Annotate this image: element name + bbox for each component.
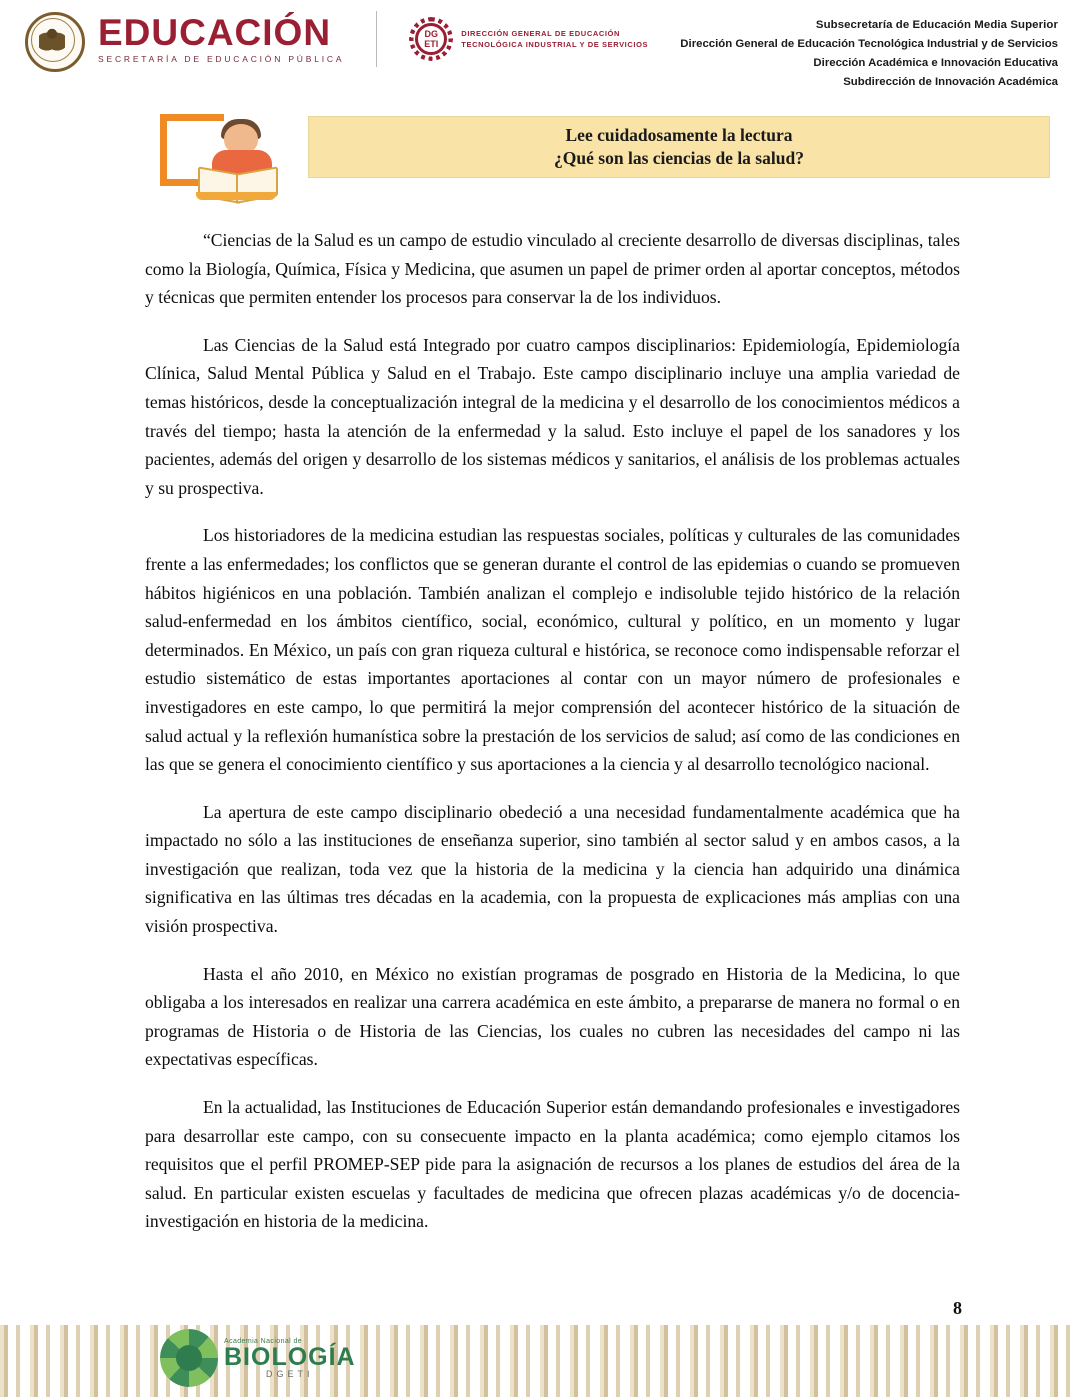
instruction-line-1: Lee cuidadosamente la lectura (565, 125, 793, 145)
document-body (0, 212, 1080, 1236)
biologia-dgeti-logo (160, 1323, 360, 1393)
logo-divider (376, 11, 377, 67)
biologia-wordmark (224, 1338, 356, 1379)
dgeti-logo (409, 17, 648, 61)
dgeti-line-1: DIRECCIÓN GENERAL DE EDUCACIÓN (461, 29, 621, 38)
header-line-3: Dirección Académica e Innovación Educativa (813, 57, 1058, 69)
dgeti-acronym: DG ETI (415, 23, 447, 55)
logo-title: BIOLOGÍA (224, 1342, 356, 1371)
paragraph: Los historiadores de la medicina estudian las respuestas sociales, políticas y culturales de las comunidades frente a las enfermedades; los conflictos que se generan durante el control de las epidemias o cuando se promueven hábitos higiénicos en una población. También analizan el complejo e indisoluble tejido histórico de la relación salud-enfermedad en los ámbitos científico, social, económico, cultural y político, en un momento y lugar determinados. En México, un país con gran riqueza cultural e histórica, se reconoce como indispensable reforzar el estudio sistemático de estas importantes aportaciones al contar con un mayor número de profesionales e investigadores en este campo, lo que permitirá la mejor comprensión del acontecer histórico de la situación de salud actual y la reflexión humanística sobre la prestación de los servicios de salud; así como de las condiciones en las que se genera el conocimiento científico y sus aportaciones a la ciencia y al desarrollo tecnológico nacional. (145, 525, 960, 775)
instruction-line-2: ¿Qué son las ciencias de la salud? (554, 148, 804, 168)
institutional-logos (22, 10, 648, 68)
mexican-coat-of-arms-seal-icon (22, 10, 88, 68)
paragraph: Las Ciencias de la Salud está Integrado por cuatro campos disciplinarios: Epidemiología, Epidemiología Clínica, Salud Mental Pública y Salud en el Trabajo. Este campo disciplinario incluye una amplia variedad de temas históricos, desde la conceptualización integral de la medicina y el desarrollo de los conocimientos médicos a través del tiempo; hasta la atención de la enfermedad y la salud. Esto incluye el papel de los sanadores y los pacientes, además del origen y desarrollo de los sistemas médicos y sanitarios, el análisis de los problemas actuales y su prospectiva. (145, 334, 960, 498)
dgeti-wordmark (461, 28, 648, 50)
student-reading-book-icon (150, 108, 300, 208)
gear-icon (409, 17, 453, 61)
paragraph: “Ciencias de la Salud es un campo de estudio vinculado al creciente desarrollo de diversas disciplinas, tales como la Biología, Química, Física y Medicina, que asumen un papel de primer orden al aportar conceptos, métodos y técnicas que permiten entender los procesos para conservar la de los individuos. (145, 230, 960, 308)
paragraph: La apertura de este campo disciplinario obedeció a una necesidad fundamentalmente académica que ha impactado no sólo a las instituciones de enseñanza superior, sino también al sector salud y en ambos casos, a la investigación que realizan, toda vez que la historia de la medicina y la ciencia han adquirido una dinámica significativa en las últimas tres décadas en la academia, con la propuesta de explicaciones más amplias con una visión prospectiva. (145, 801, 960, 937)
dgeti-line-2: TECNOLÓGICA INDUSTRIAL Y DE SERVICIOS (461, 40, 649, 49)
paragraph: Hasta el año 2010, en México no existían programas de posgrado en Historia de la Medicina, lo que obligaba a los interesados en realizar una carrera académica en este ámbito, a prepararse de manera no formal o en programas de Historia o de Historia de las Ciencias, los cuales no cubren las necesidades del campo ni las expectativas específicas. (145, 963, 960, 1070)
header-line-1: Subsecretaría de Educación Media Superior (815, 19, 1058, 31)
paragraph: En la actualidad, las Instituciones de Educación Superior están demandando profesionales e investigadores para desarrollar este campo, con su consecuente impacto en la planta académica; como ejemplo citamos los requisitos que el perfil PROMEP-SEP pide para la asignación de recursos a los planes de estudios del área de la salud. En particular existen escuelas y facultades de medicina que ofrecen plazas académicas y/o de docencia-investigación en historia de la medicina. (145, 1097, 960, 1232)
logo-top-text: Academia Nacional de (224, 1337, 303, 1345)
header-department-lines (680, 10, 1058, 92)
header-line-4: Subdirección de Innovación Académica (843, 76, 1058, 88)
reading-instruction-banner (0, 100, 1080, 212)
instruction-box (308, 116, 1050, 178)
brand-title: EDUCACIÓN (98, 12, 332, 54)
sep-logo (22, 10, 344, 68)
page-number: 8 (953, 1298, 962, 1318)
mandala-icon (160, 1329, 218, 1387)
page-header (0, 0, 1080, 100)
header-line-2: Dirección General de Educación Tecnológica Industrial y de Servicios (680, 38, 1058, 50)
logo-sub: DGETI (266, 1368, 314, 1379)
brand-subtitle: SECRETARÍA DE EDUCACIÓN PÚBLICA (98, 54, 345, 65)
sep-wordmark (98, 14, 344, 64)
